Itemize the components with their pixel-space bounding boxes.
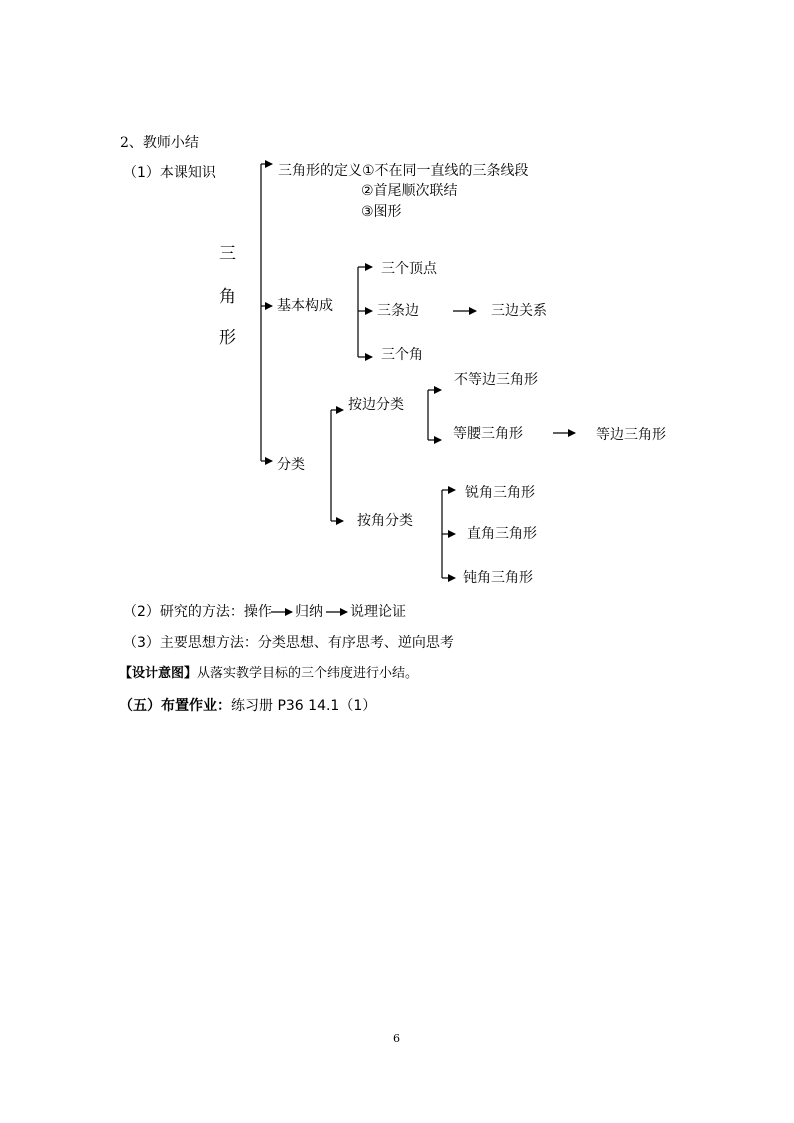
definition-item-3: ③图形	[361, 204, 402, 220]
definition-item-1: ①不在同一直线的三条线段	[362, 163, 529, 179]
composition-label: 基本构成	[277, 298, 333, 314]
right-node: 直角三角形	[467, 526, 537, 542]
method-step-3: 说理论证	[350, 604, 406, 620]
root-char-1: 三	[219, 244, 236, 264]
section-heading: 2、教师小结	[120, 135, 199, 151]
part3-text: （3）主要思想方法：分类思想、有序思考、逆向思考	[123, 635, 454, 651]
homework-text: 练习册 P36 14.1（1）	[231, 698, 377, 714]
definition-label: 三角形的定义	[278, 163, 362, 179]
part1-label: （1）本课知识	[123, 165, 216, 181]
homework-line	[119, 697, 376, 715]
homework-label: （五）布置作业：	[119, 698, 231, 714]
definition-node	[278, 162, 529, 180]
by-angles-label: 按角分类	[357, 513, 413, 529]
isosceles-node: 等腰三角形	[453, 426, 523, 442]
classification-label: 分类	[277, 457, 305, 473]
design-intent	[119, 665, 418, 683]
design-intent-text: 从落实教学目标的三个纬度进行小结。	[197, 666, 419, 681]
page-number: 6	[393, 1032, 400, 1045]
definition-item-2: ②首尾顺次联结	[361, 183, 458, 199]
obtuse-node: 钝角三角形	[463, 570, 533, 586]
vertices-node: 三个顶点	[381, 261, 437, 277]
scalene-node: 不等边三角形	[454, 372, 538, 388]
method-step-2: 归纳	[295, 604, 323, 620]
sides-node: 三条边	[377, 303, 419, 319]
equilateral-node: 等边三角形	[596, 427, 666, 443]
side-relation-node: 三边关系	[491, 303, 547, 319]
angles-node: 三个角	[381, 347, 423, 363]
design-intent-tag: 【设计意图】	[119, 666, 198, 681]
root-char-3: 形	[219, 328, 236, 348]
part2-label: （2）研究的方法：操作	[123, 604, 272, 620]
root-char-2: 角	[219, 287, 236, 307]
by-sides-label: 按边分类	[348, 397, 404, 413]
acute-node: 锐角三角形	[465, 485, 535, 501]
